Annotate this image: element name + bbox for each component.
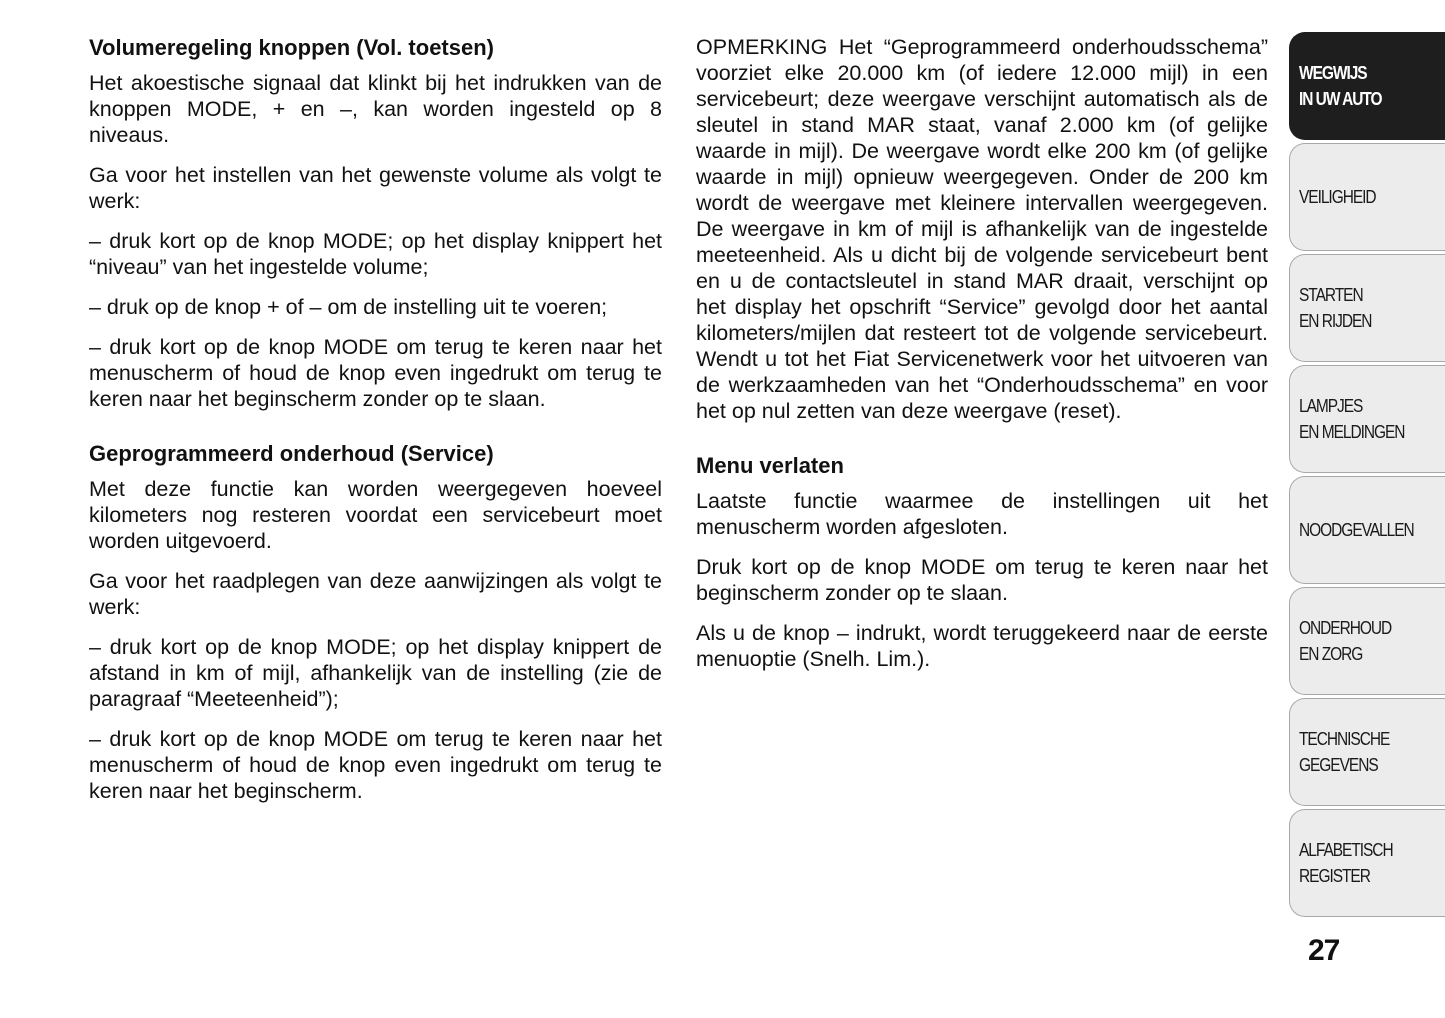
service-step: – druk kort op de knop MODE; op het display knippert de afstand in km of mijl, afhankelijk van de instelling (zie de paragraaf “Meeteenheid”); <box>89 635 662 711</box>
volume-step: – druk kort op de knop MODE om terug te keren naar het menuscherm of houd de knop even ingedrukt om terug te keren naar het beginscherm zonder op te slaan. <box>89 335 662 411</box>
volume-instruction-intro: Ga voor het instellen van het gewenste volume als volgt te werk: <box>89 163 662 213</box>
service-step: – druk kort op de knop MODE om terug te keren naar het menuscherm of houd de knop even ingedrukt om terug te keren naar het beginscherm. <box>89 727 662 803</box>
right-column <box>696 34 1268 686</box>
tab-starten[interactable] <box>1289 254 1445 362</box>
menu-exit-paragraph: Als u de knop – indrukt, wordt teruggekeerd naar de eerste menuoptie (Snelh. Lim.). <box>696 621 1268 671</box>
volume-paragraph: Het akoestische signaal dat klinkt bij het indrukken van de knoppen MODE, + en –, kan worden ingesteld op 8 niveaus. <box>89 71 662 147</box>
menu-exit-heading: Menu verlaten <box>696 453 844 478</box>
tab-alfabetisch-register[interactable] <box>1289 809 1445 917</box>
service-paragraph: Met deze functie kan worden weergegeven hoeveel kilometers nog resteren voordat een servicebeurt moet worden uitgevoerd. <box>89 477 662 553</box>
tab-onderhoud[interactable] <box>1289 587 1445 695</box>
volume-step: – druk kort op de knop MODE; op het display knippert het “niveau” van het ingestelde volume; <box>89 229 662 279</box>
tab-label: VEILIGHEID <box>1299 187 1376 207</box>
tab-label: ALFABETISCH REGISTER <box>1299 840 1393 886</box>
chapter-tabs <box>1289 32 1445 920</box>
tab-label: TECHNISCHE GEGEVENS <box>1299 729 1390 775</box>
tab-noodgevallen[interactable] <box>1289 476 1445 584</box>
tab-lampjes[interactable] <box>1289 365 1445 473</box>
volume-heading: Volumeregeling knoppen (Vol. toetsen) <box>89 35 494 60</box>
tab-label: LAMPJES EN MELDINGEN <box>1299 396 1405 442</box>
service-heading: Geprogrammeerd onderhoud (Service) <box>89 441 494 466</box>
tab-label: WEGWIJS IN UW AUTO <box>1299 63 1382 109</box>
menu-exit-paragraph: Druk kort op de knop MODE om terug te keren naar het beginscherm zonder op te slaan. <box>696 555 1268 605</box>
tab-technische-gegevens[interactable] <box>1289 698 1445 806</box>
volume-step: – druk op de knop + of – om de instelling uit te voeren; <box>89 295 608 319</box>
service-note: OPMERKING Het “Geprogrammeerd onderhoudsschema” voorziet elke 20.000 km (of iedere 12.000 mijl) in een servicebeurt; deze weergave verschijnt automatisch als de sleutel in stand MAR staat, vanaf 2.000 km (of gelijke waarde in mijl). De weergave wordt elke 200 km (of gelijke waarde in mijl) opnieuw weergegeven. Onder de 200 km wordt de weergave met kleinere intervallen weergegeven. De weergave in km of mijl is afhankelijk van de ingestelde meeteenheid. Als u dicht bij de volgende servicebeurt bent en u de contactsleutel in stand MAR draait, verschijnt op het display het opschrift “Service” gevolgd door het aantal kilometers/mijlen dat resteert tot de volgende servicebeurt. Wendt u tot het Fiat Servicenetwerk voor het uitvoeren van de werkzaamheden van het “Onderhoudsschema” en voor het op nul zetten van deze weergave (reset). <box>696 35 1268 423</box>
tab-label: ONDERHOUD EN ZORG <box>1299 618 1392 664</box>
tab-wegwijs[interactable] <box>1289 32 1445 140</box>
menu-exit-paragraph: Laatste functie waarmee de instellingen uit het menuscherm worden afgesloten. <box>696 489 1268 539</box>
tab-label: NOODGEVALLEN <box>1299 520 1414 540</box>
service-instruction-intro: Ga voor het raadplegen van deze aanwijzingen als volgt te werk: <box>89 569 662 619</box>
tab-veiligheid[interactable] <box>1289 143 1445 251</box>
left-column <box>89 34 662 818</box>
page-number: 27 <box>1308 934 1340 967</box>
tab-label: STARTEN EN RIJDEN <box>1299 285 1372 331</box>
